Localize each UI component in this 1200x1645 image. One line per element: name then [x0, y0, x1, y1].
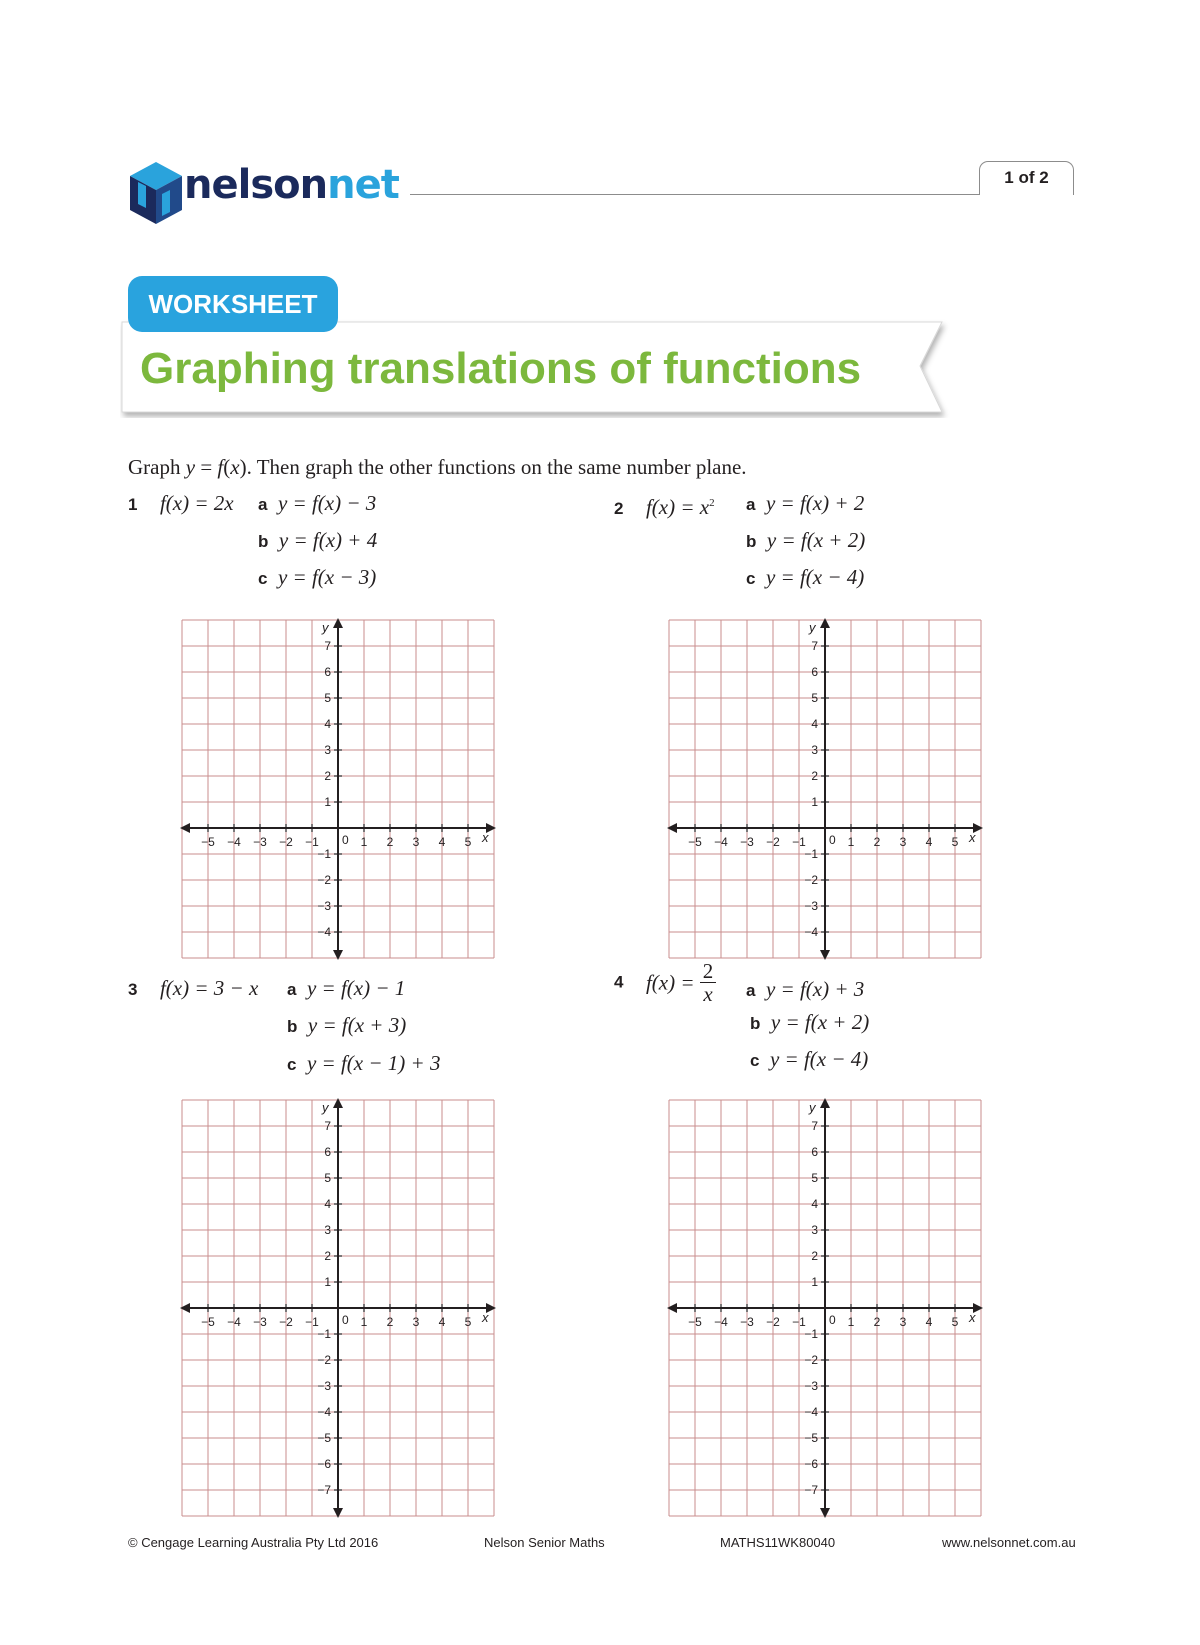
y-axis-label: y [809, 620, 816, 635]
part-expression: y = f(x + 3) [307, 1013, 407, 1037]
number-plane-3[interactable] [180, 1098, 496, 1520]
y-tick-label: −3 [804, 1379, 818, 1393]
x-tick-label: 4 [925, 1315, 933, 1329]
x-tick-label: −4 [714, 1315, 728, 1329]
y-tick-label: 2 [324, 1249, 331, 1263]
question-1-part-c [258, 564, 376, 592]
y-tick-label: 4 [324, 1197, 331, 1211]
y-tick-label: 3 [811, 743, 818, 757]
x-tick-label: −2 [279, 835, 293, 849]
x-axis-label: x [969, 1310, 976, 1325]
part-expression: y = f(x) + 2 [765, 491, 865, 515]
x-axis-label: x [969, 830, 976, 845]
x-tick-label: −4 [714, 835, 728, 849]
fraction [700, 960, 717, 1005]
question-function-lhs: f(x) = [645, 970, 700, 995]
y-tick-label: −1 [804, 1327, 818, 1341]
y-tick-label: −2 [804, 1353, 818, 1367]
x-tick-label: 4 [438, 835, 446, 849]
y-tick-label: −5 [317, 1431, 331, 1445]
x-tick-label: 1 [847, 1315, 855, 1329]
page-indicator: 1 of 2 [979, 161, 1074, 195]
x-tick-label: −4 [227, 1315, 241, 1329]
x-tick-label: 1 [360, 1315, 368, 1329]
question-1-part-b [258, 527, 377, 555]
question-2-part-a [746, 490, 864, 518]
y-tick-label: 5 [324, 1171, 331, 1185]
y-tick-label: 3 [324, 743, 331, 757]
footer-series: Nelson Senior Maths [484, 1535, 605, 1550]
x-tick-label: −1 [305, 835, 319, 849]
logo-wordmark[interactable] [184, 161, 399, 209]
x-tick-label: −3 [740, 1315, 754, 1329]
x-tick-label: −5 [201, 835, 215, 849]
part-expression: y = f(x + 2) [766, 528, 866, 552]
footer-code: MATHS11WK80040 [720, 1535, 836, 1550]
x-tick-label: 2 [386, 1315, 394, 1329]
question-1-header [128, 490, 234, 518]
footer-url[interactable]: www.nelsonnet.com.au [942, 1535, 1076, 1550]
part-label: a [287, 980, 297, 999]
y-tick-label: 4 [811, 1197, 818, 1211]
y-tick-label: 6 [811, 1145, 818, 1159]
y-tick-label: 5 [811, 691, 818, 705]
y-tick-label: 3 [324, 1223, 331, 1237]
instruction-rp: ) [239, 455, 247, 479]
question-3-part-b [287, 1012, 406, 1040]
question-2-part-b [746, 527, 865, 555]
instruction [128, 454, 747, 480]
y-tick-label: 1 [324, 1275, 331, 1289]
question-4-part-a [746, 976, 864, 1004]
x-tick-label: −2 [766, 835, 780, 849]
y-tick-label: −2 [317, 1353, 331, 1367]
instruction-f: f [217, 455, 224, 479]
question-number: 2 [614, 499, 624, 518]
number-plane-2[interactable] [667, 618, 983, 962]
part-label: c [746, 569, 756, 588]
question-3-header [128, 975, 258, 1003]
question-number: 4 [614, 972, 624, 992]
logo-part1: nelson [184, 162, 328, 208]
x-tick-label: 5 [951, 1315, 959, 1329]
fraction-numerator: 2 [700, 960, 717, 983]
x-tick-label: 5 [464, 1315, 472, 1329]
part-label: b [746, 532, 757, 551]
number-plane-1[interactable] [180, 618, 496, 962]
y-tick-label: 7 [811, 1119, 818, 1133]
y-tick-label: 6 [324, 665, 331, 679]
y-tick-label: 1 [811, 1275, 818, 1289]
question-3-part-a [287, 975, 405, 1003]
part-label: b [287, 1017, 298, 1036]
instruction-x: x [230, 455, 240, 479]
x-tick-label: −5 [201, 1315, 215, 1329]
y-tick-label: −4 [804, 1405, 818, 1419]
fraction-denominator: x [703, 982, 713, 1006]
y-axis-label: y [322, 1100, 329, 1115]
x-tick-label: −5 [688, 1315, 702, 1329]
x-tick-label: 5 [464, 835, 472, 849]
question-2-part-c [746, 564, 864, 592]
part-label: a [746, 981, 756, 1000]
x-tick-label: 5 [951, 835, 959, 849]
x-tick-label: 1 [360, 835, 368, 849]
part-label: c [750, 1051, 760, 1070]
part-expression: y = f(x − 1) + 3 [306, 1051, 441, 1075]
part-expression: y = f(x) − 1 [306, 976, 406, 1000]
question-number: 1 [128, 495, 138, 514]
x-axis-label: x [482, 1310, 489, 1325]
part-expression: y = f(x + 2) [770, 1010, 870, 1034]
y-tick-label: 2 [811, 769, 818, 783]
instruction-lp: ( [223, 455, 231, 479]
part-label: b [750, 1014, 761, 1033]
y-tick-label: −6 [317, 1457, 331, 1471]
part-label: a [258, 495, 268, 514]
x-tick-label: 2 [873, 1315, 881, 1329]
question-2-header [614, 490, 715, 522]
y-tick-label: 4 [324, 717, 331, 731]
x-tick-label: −3 [253, 835, 267, 849]
y-tick-label: −3 [317, 1379, 331, 1393]
instruction-eq: = [195, 455, 218, 479]
x-tick-label: −1 [305, 1315, 319, 1329]
y-axis-label: y [322, 620, 329, 635]
y-tick-label: −1 [804, 847, 818, 861]
y-tick-label: 2 [324, 769, 331, 783]
question-1-part-a [258, 490, 376, 518]
x-tick-label: 4 [438, 1315, 446, 1329]
header-rule [410, 194, 1074, 195]
y-tick-label: 5 [324, 691, 331, 705]
y-tick-label: −3 [317, 899, 331, 913]
part-label: a [746, 495, 756, 514]
part-expression: y = f(x − 3) [277, 565, 377, 589]
y-tick-label: −4 [317, 925, 331, 939]
part-expression: y = f(x − 4) [765, 565, 865, 589]
instruction-post: . Then graph the other functions on the same number plane. [246, 455, 747, 479]
question-4-part-b [750, 1009, 869, 1037]
x-tick-label: −2 [766, 1315, 780, 1329]
x-tick-label: −2 [279, 1315, 293, 1329]
logo-part2: net [327, 162, 399, 208]
y-tick-label: −6 [804, 1457, 818, 1471]
x-tick-label: 3 [412, 835, 420, 849]
x-tick-label: −1 [792, 835, 806, 849]
origin-label: 0 [829, 833, 836, 847]
y-tick-label: 6 [324, 1145, 331, 1159]
part-expression: y = f(x) − 3 [277, 491, 377, 515]
y-tick-label: 6 [811, 665, 818, 679]
question-4-header [614, 960, 716, 1005]
instruction-pre: Graph [128, 455, 186, 479]
x-tick-label: 3 [412, 1315, 420, 1329]
x-tick-label: −3 [253, 1315, 267, 1329]
footer-copyright: © Cengage Learning Australia Pty Ltd 2016 [128, 1535, 379, 1550]
x-tick-label: 3 [899, 835, 907, 849]
origin-label: 0 [342, 1313, 349, 1327]
part-expression: y = f(x − 4) [769, 1047, 869, 1071]
x-tick-label: 2 [386, 835, 394, 849]
x-axis-label: x [482, 830, 489, 845]
y-tick-label: 2 [811, 1249, 818, 1263]
part-expression: y = f(x) + 3 [765, 977, 865, 1001]
x-tick-label: −1 [792, 1315, 806, 1329]
y-tick-label: 7 [324, 1119, 331, 1133]
part-label: b [258, 532, 269, 551]
part-expression: y = f(x) + 4 [278, 528, 378, 552]
question-function: f(x) = 2x [159, 491, 234, 515]
origin-label: 0 [829, 1313, 836, 1327]
x-tick-label: −4 [227, 835, 241, 849]
y-tick-label: −7 [317, 1483, 331, 1497]
y-tick-label: 7 [324, 639, 331, 653]
question-3-part-c [287, 1050, 440, 1078]
y-tick-label: 4 [811, 717, 818, 731]
y-tick-label: −4 [317, 1405, 331, 1419]
y-tick-label: 3 [811, 1223, 818, 1237]
question-function: f(x) = x [645, 495, 710, 519]
x-tick-label: −3 [740, 835, 754, 849]
y-tick-label: 1 [811, 795, 818, 809]
worksheet-badge: WORKSHEET [128, 276, 338, 332]
part-label: c [287, 1055, 297, 1074]
y-tick-label: 1 [324, 795, 331, 809]
nelsonnet-logo-icon [126, 158, 186, 226]
y-axis-label: y [809, 1100, 816, 1115]
y-tick-label: −2 [317, 873, 331, 887]
y-tick-label: −5 [804, 1431, 818, 1445]
y-tick-label: −7 [804, 1483, 818, 1497]
y-tick-label: 7 [811, 639, 818, 653]
instruction-y: y [185, 455, 196, 479]
question-number: 3 [128, 980, 138, 999]
y-tick-label: −3 [804, 899, 818, 913]
x-tick-label: 4 [925, 835, 933, 849]
question-function: f(x) = 3 − x [159, 976, 259, 1000]
exponent: 2 [709, 497, 715, 509]
x-tick-label: 1 [847, 835, 855, 849]
y-tick-label: −4 [804, 925, 818, 939]
part-label: c [258, 569, 268, 588]
y-tick-label: −1 [317, 1327, 331, 1341]
y-tick-label: −2 [804, 873, 818, 887]
y-tick-label: 5 [811, 1171, 818, 1185]
x-tick-label: 2 [873, 835, 881, 849]
y-tick-label: −1 [317, 847, 331, 861]
x-tick-label: 3 [899, 1315, 907, 1329]
origin-label: 0 [342, 833, 349, 847]
question-4-part-c [750, 1046, 868, 1074]
page-title: Graphing translations of functions [140, 344, 862, 393]
x-tick-label: −5 [688, 835, 702, 849]
number-plane-4[interactable] [667, 1098, 983, 1520]
